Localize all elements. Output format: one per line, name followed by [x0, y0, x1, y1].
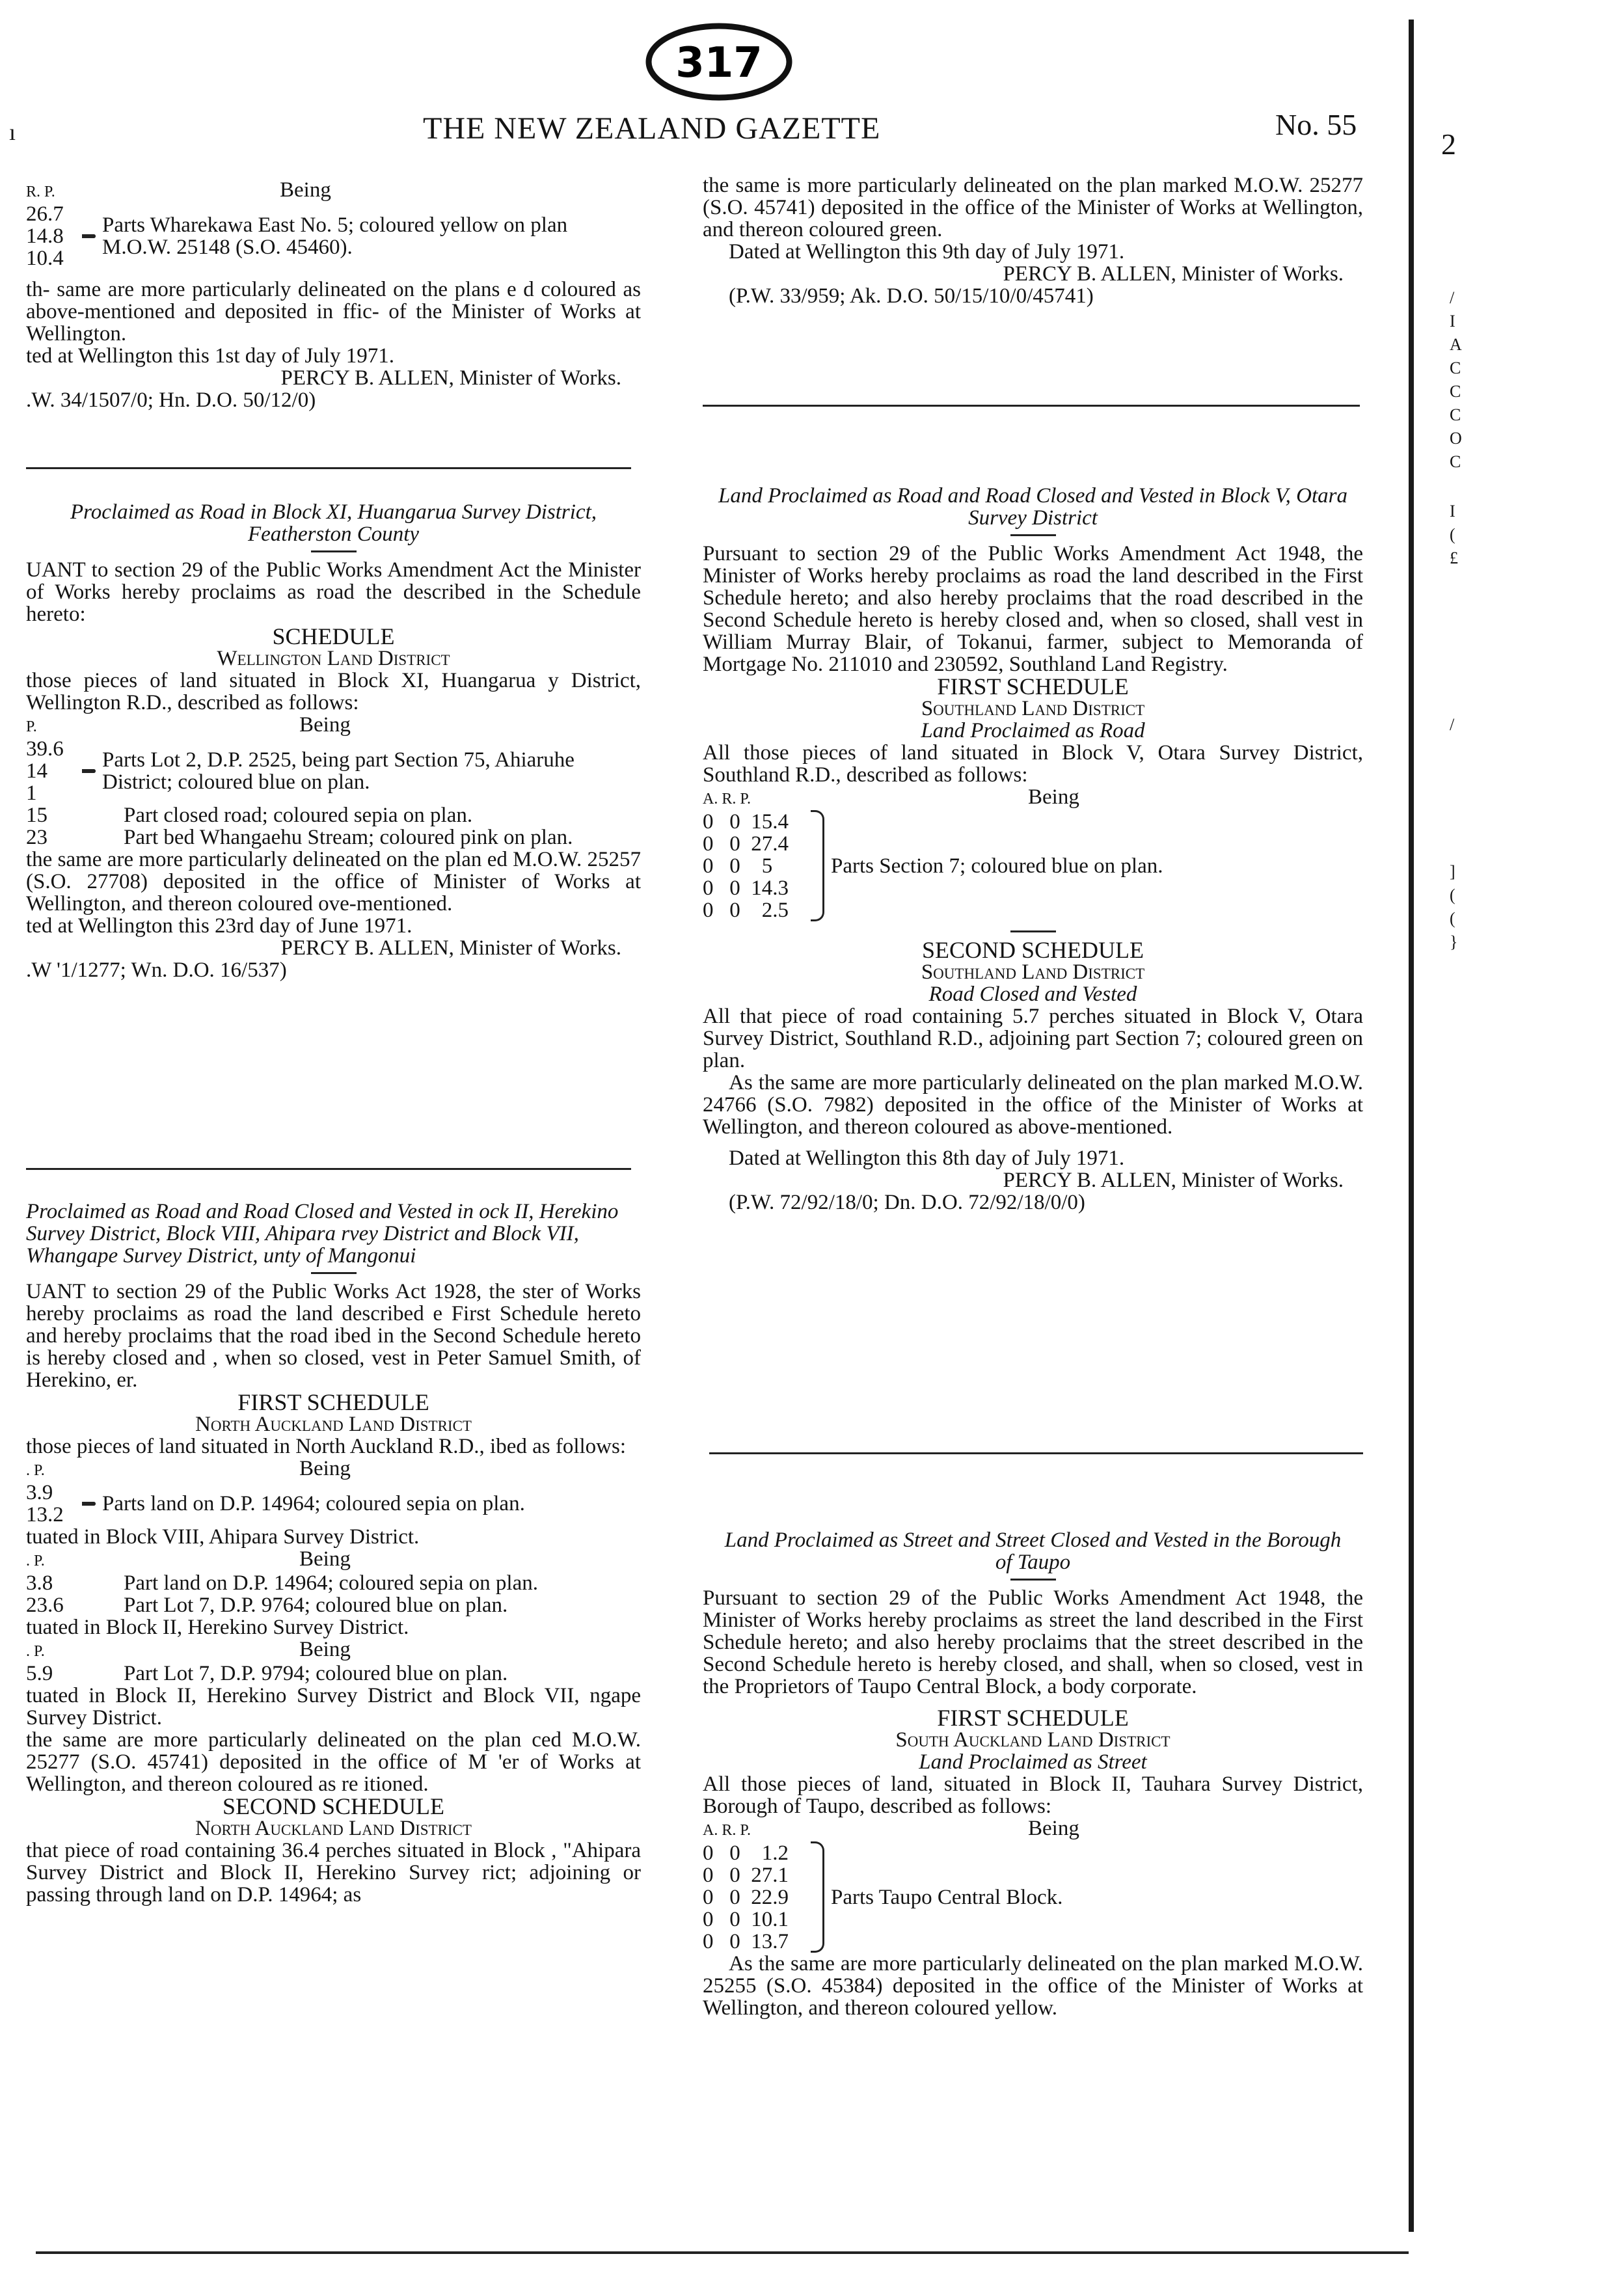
- notice-intro: UANT to section 29 of the Public Works Act 1928, the ster of Works hereby proclaims as road the land described e First Schedule hereto and hereby proclaims that the road ibed in the Second Schedule hereto is hereby closed and , when so closed, vest in Peter Samuel Smith, of Herekino, er.: [26, 1280, 641, 1392]
- delineation-paragraph: As the same are more particularly delineated on the plan marked M.O.W. 25255 (S.O. 45384) deposited in the office of the Minister of Works at Wellington, and thereon coloured yellow.: [703, 1952, 1363, 2020]
- notice-intro: UANT to section 29 of the Public Works Amendment Act the Minister of Works hereby proclaims as road the described in the Schedule hereto:: [26, 558, 641, 626]
- land-parcel-row: 39.6 14 1 Parts Lot 2, D.P. 2525, being part Section 75, Ahiaruhe District; coloured blue on plan.: [26, 737, 575, 805]
- notice-intro: Pursuant to section 29 of the Public Works Amendment Act 1948, the Minister of Works hereby proclaims as street the land described in the First Schedule hereto; and also hereby proclaims that the street described in the Second Schedule hereto is hereby closed, and shall, when so closed, vest in the Proprietors of Taupo Central Block, a body corporate.: [703, 1586, 1363, 1698]
- brace-icon: [811, 810, 824, 921]
- delineation-paragraph: the same is more particularly delineated on the plan marked M.O.W. 25277 (S.O. 45741) deposited in the office of the Minister of Works at Wellington, and thereon coloured green.: [703, 174, 1363, 241]
- delineation-paragraph: th- same are more particularly delineated on the plans e d coloured as above-mentioned and deposited in ffic- of the Minister of Works at Wellington.: [26, 278, 641, 346]
- signature-line: PERCY B. ALLEN, Minister of Works.: [280, 366, 621, 390]
- schedule-lead: All that piece of road containing 5.7 perches situated in Block V, Otara Survey District, Southland R.D., adjoining part Section 7; coloured green on plan.: [703, 1005, 1363, 1072]
- dated-line: ted at Wellington this 1st day of July 1971.: [26, 344, 394, 368]
- situation-line: tuated in Block VIII, Ahipara Survey District.: [26, 1525, 420, 1549]
- delineation-paragraph: As the same are more particularly delineated on the plan marked M.O.W. 24766 (S.O. 7982) deposited in the office of the Minister of Works at Wellington, and thereon coloured as above-mentioned.: [703, 1071, 1363, 1139]
- schedule-lead: All those pieces of land situated in Block V, Otara Survey District, Southland R.D., described as follows:: [703, 741, 1363, 787]
- schedule-heading: FIRST SCHEDULE: [237, 1389, 429, 1415]
- section-divider: [26, 1168, 631, 1170]
- signature-line: PERCY B. ALLEN, Minister of Works.: [1003, 1169, 1344, 1192]
- brace-icon: [82, 234, 96, 238]
- adjacent-page-fragment: 2: [1441, 128, 1456, 161]
- reference-line: (P.W. 33/959; Ak. D.O. 50/15/10/0/45741): [729, 284, 1094, 308]
- land-parcel-row: 0 0 1.2 0 0 27.1 0 0 22.9 0 0 10.1 0 0 13.7 Parts Taupo Central Block.: [703, 1841, 1063, 1953]
- land-parcel-row: 0 0 15.4 0 0 27.4 0 0 5 0 0 14.3 0 0 2.5 Parts Section 7; coloured blue on plan.: [703, 809, 1163, 922]
- reference-line: .W '1/1277; Wn. D.O. 16/537): [26, 958, 287, 982]
- schedule-lead: those pieces of land situated in North Auckland R.D., ibed as follows:: [26, 1435, 627, 1458]
- page-bottom-rule: [36, 2251, 1409, 2254]
- left-column: [26, 179, 641, 411]
- reference-line: (P.W. 72/92/18/0; Dn. D.O. 72/92/18/0/0): [729, 1191, 1085, 1214]
- schedule-heading: SCHEDULE: [272, 623, 395, 649]
- schedule-subtitle: Land Proclaimed as Street: [919, 1750, 1147, 1774]
- schedule-subtitle: Road Closed and Vested: [928, 983, 1137, 1006]
- left-column-notice-3: Proclaimed as Road and Road Closed and Vested in ock II, Herekino Survey District, Block VIII, Ahipara rvey District and Block VII, Whangape Survey District, unty of Mangonui UANT to section 29 of the Public Works Act 1928, the ster of Works hereby proclaims as road the land described e First Schedule hereto and hereby proclaims that the road ibed in the Second Schedule hereto is hereby closed and , when so closed, vest in Peter Samuel Smith, of Herekino, er. FIRST SCHEDULE North Auckland Land District those pieces of land situated in North Auckland R.D., ibed as follows: . P. Being 3.9 13.2 Parts land on D.P. 14964; coloured sepia on plan. tuated in Block VIII, Ahipara Survey District. . P. Being 3.8 Part land on D.P. 14964; coloured sepia on plan. 23.6 Part Lot 7, D.P. 9764; coloured blue on plan. tuated in Block II, Herekino Survey District. . P. Being 5.9 Part Lot 7, D.P. 9794; coloured blue on plan. tuated in Block II, Herekino Survey District and Block VII, ngape Survey District. the same are more particularly delineated on the plan ced M.O.W. 25277 (S.O. 45741) deposited in the office of M 'er of Works at Wellington, and thereon coloured as re itioned. SECOND SCHEDULE North Auckland Land District that piece of road containing 36.4 perches situated in Block , "Ahipara Survey District and Block II, Herekino Survey rict; adjoining or passing through land on D.P. 14964; as: [26, 1200, 641, 1907]
- delineation-paragraph: the same are more particularly delineated on the plan ced M.O.W. 25277 (S.O. 45741) deposited in the office of M 'er of Works at Wellington, and thereon coloured as re itioned.: [26, 1728, 641, 1796]
- land-parcel-row: 23 Part bed Whangaehu Stream; coloured pink on plan.: [26, 826, 573, 849]
- issue-number: No. 55: [1275, 108, 1357, 141]
- delineation-paragraph: the same are more particularly delineated on the plan ed M.O.W. 25257 (S.O. 27708) deposited in the office of Minister of Works at Wellington, and thereon coloured ove-mentioned.: [26, 848, 641, 916]
- margin-tick: ı: [9, 119, 16, 145]
- schedule-lead: those pieces of land situated in Block XI, Huangarua y District, Wellington R.D., described as follows:: [26, 669, 641, 714]
- notice-title: Land Proclaimed as Street and Street Closed and Vested in the Borough of Taupo: [724, 1528, 1342, 1574]
- handwritten-page-number-stamp: [644, 20, 794, 104]
- left-column-notice-2: Proclaimed as Road in Block XI, Huangarua Survey District, Featherston County UANT to section 29 of the Public Works Amendment Act the Minister of Works hereby proclaims as road the described in the Schedule hereto: SCHEDULE Wellington Land District those pieces of land situated in Block XI, Huangarua y District, Wellington R.D., described as follows: P. Being 39.6 14 1 Parts Lot 2, D.P. 2525, being part Section 75, Ahiaruhe District; coloured blue on plan. 15 Part closed road; coloured sepia on plan. 23 Part bed Whangaehu Stream; coloured pink on plan. the same are more particularly delineated on the plan ed M.O.W. 25257 (S.O. 27708) deposited in the office of Minister of Works at Wellington, and thereon coloured ove-mentioned. ted at Wellington this 23rd day of June 1971. PERCY B. ALLEN, Minister of Works. .W '1/1277; Wn. D.O. 16/537): [26, 500, 641, 982]
- schedule-heading: FIRST SCHEDULE: [937, 1705, 1129, 1731]
- reference-line: .W. 34/1507/0; Hn. D.O. 50/12/0): [26, 388, 316, 412]
- schedule-lead: that piece of road containing 36.4 perches situated in Block , "Ahipara Survey District and Block II, Herekino Survey rict; adjoining or passing through land on D.P. 14964; as: [26, 1839, 641, 1907]
- land-district: North Auckland Land District: [195, 1413, 472, 1436]
- page-gutter-shadow: [1409, 20, 1414, 2232]
- land-parcel-row: 23.6 Part Lot 7, D.P. 9764; coloured blue on plan.: [26, 1594, 508, 1617]
- dated-line: ted at Wellington this 23rd day of June 1971.: [26, 914, 413, 938]
- brace-icon: [811, 1841, 824, 1953]
- land-district: North Auckland Land District: [195, 1817, 472, 1840]
- notice-title: Proclaimed as Road and Road Closed and Vested in ock II, Herekino Survey District, Block VIII, Ahipara rvey District and Block VII, Whangape Survey District, unty of Mangonui: [26, 1200, 619, 1268]
- schedule-heading: SECOND SCHEDULE: [921, 937, 1144, 963]
- notice-title: Proclaimed as Road in Block XI, Huangarua Survey District, Featherston County: [70, 500, 597, 546]
- circled-number-icon: [644, 20, 794, 104]
- right-column: [703, 174, 1363, 307]
- section-divider: [26, 467, 631, 469]
- handwritten-number: 317: [675, 39, 763, 87]
- situation-line: tuated in Block II, Herekino Survey District.: [26, 1616, 409, 1639]
- situation-line: tuated in Block II, Herekino Survey District and Block VII, ngape Survey District.: [26, 1684, 641, 1730]
- right-column-notice-2: Land Proclaimed as Road and Road Closed and Vested in Block V, Otara Survey District Pursuant to section 29 of the Public Works Amendment Act 1948, the Minister of Works hereby proclaims as road the land described in the First Schedule hereto; and also hereby proclaims that the road described in the Second Schedule hereto is hereby closed and, when so closed, shall vest in William Murray Blair, of Tokanui, farmer, subject to Memoranda of Mortgage No. 211010 and 230592, Southland Land Registry. FIRST SCHEDULE Southland Land District Land Proclaimed as Road All those pieces of land situated in Block V, Otara Survey District, Southland R.D., described as follows: A. R. P. Being 0 0 15.4 0 0 27.4 0 0 5 0 0 14.3 0 0 2.5 Parts Section 7; coloured blue on plan. SECOND SCHEDULE Southland Land District Road Closed and Vested All that piece of road containing 5.7 perches situated in Block V, Otara Survey District, Southland R.D., adjoining part Section 7; coloured green on plan. As the same are more particularly delineated on the plan marked M.O.W. 24766 (S.O. 7982) deposited in the office of the Minister of Works at Wellington, and thereon coloured as above-mentioned. Dated at Wellington this 8th day of July 1971. PERCY B. ALLEN, Minister of Works. (P.W. 72/92/18/0; Dn. D.O. 72/92/18/0/0): [703, 484, 1363, 1214]
- schedule-subtitle: Land Proclaimed as Road: [921, 719, 1145, 742]
- notice-intro: Pursuant to section 29 of the Public Works Amendment Act 1948, the Minister of Works hereby proclaims as road the land described in the First Schedule hereto; and also hereby proclaims that the road described in the Second Schedule hereto is hereby closed and, when so closed, shall vest in William Murray Blair, of Tokanui, farmer, subject to Memoranda of Mortgage No. 211010 and 230592, Southland Land Registry.: [703, 542, 1363, 676]
- signature-line: PERCY B. ALLEN, Minister of Works.: [280, 936, 621, 960]
- land-district: Southland Land District: [921, 960, 1145, 984]
- land-district: Southland Land District: [921, 697, 1145, 720]
- parcel-description: Parts Wharekawa East No. 5; coloured yellow on plan M.O.W. 25148 (S.O. 45460).: [102, 213, 568, 259]
- signature-line: PERCY B. ALLEN, Minister of Works.: [1003, 262, 1344, 286]
- schedule-lead: All those pieces of land, situated in Block II, Tauhara Survey District, Borough of Taupo, described as follows:: [703, 1772, 1363, 1818]
- right-column-notice-3: Land Proclaimed as Street and Street Closed and Vested in the Borough of Taupo Pursuant to section 29 of the Public Works Amendment Act 1948, the Minister of Works hereby proclaims as street the land described in the First Schedule hereto; and also hereby proclaims that the street described in the Second Schedule hereto is hereby closed, and shall, when so closed, vest in the Proprietors of Taupo Central Block, a body corporate. FIRST SCHEDULE South Auckland Land District Land Proclaimed as Street All those pieces of land, situated in Block II, Tauhara Survey District, Borough of Taupo, described as follows: A. R. P. Being 0 0 1.2 0 0 27.1 0 0 22.9 0 0 10.1 0 0 13.7 Parts Taupo Central Block. As the same are more particularly delineated on the plan marked M.O.W. 25255 (S.O. 45384) deposited in the office of the Minister of Works at Wellington, and thereon coloured yellow.: [703, 1528, 1363, 2020]
- land-parcel-row: 15 Part closed road; coloured sepia on plan.: [26, 804, 473, 827]
- land-district: Wellington Land District: [217, 647, 450, 670]
- land-district: South Auckland Land District: [895, 1728, 1171, 1752]
- dated-line: Dated at Wellington this 9th day of July 1971.: [729, 240, 1125, 264]
- gazette-title: THE NEW ZEALAND GAZETTE: [423, 111, 881, 146]
- table-header: R. P. Being: [26, 178, 331, 202]
- land-parcel-row: 3.9 13.2 Parts land on D.P. 14964; coloured sepia on plan.: [26, 1481, 525, 1527]
- notice-title: Land Proclaimed as Road and Road Closed and Vested in Block V, Otara Survey District: [718, 484, 1347, 530]
- land-parcel-row: 26.7 14.8 10.4 Parts Wharekawa East No. 5; coloured yellow on plan M.O.W. 25148 (S.O. 45460).: [26, 203, 641, 269]
- dated-line: Dated at Wellington this 8th day of July 1971.: [729, 1147, 1125, 1170]
- section-divider: [709, 1452, 1363, 1454]
- schedule-heading: FIRST SCHEDULE: [937, 673, 1129, 699]
- adjacent-page-edge-text: / I A C C C O C I ( £ / ] ( ( }: [1450, 288, 1462, 951]
- brace-icon: [82, 769, 96, 773]
- schedule-heading: SECOND SCHEDULE: [222, 1793, 444, 1819]
- section-divider: [703, 405, 1360, 407]
- land-parcel-row: 3.8 Part land on D.P. 14964; coloured sepia on plan.: [26, 1571, 538, 1595]
- land-parcel-row: 5.9 Part Lot 7, D.P. 9794; coloured blue on plan.: [26, 1662, 508, 1685]
- brace-icon: [82, 1502, 96, 1506]
